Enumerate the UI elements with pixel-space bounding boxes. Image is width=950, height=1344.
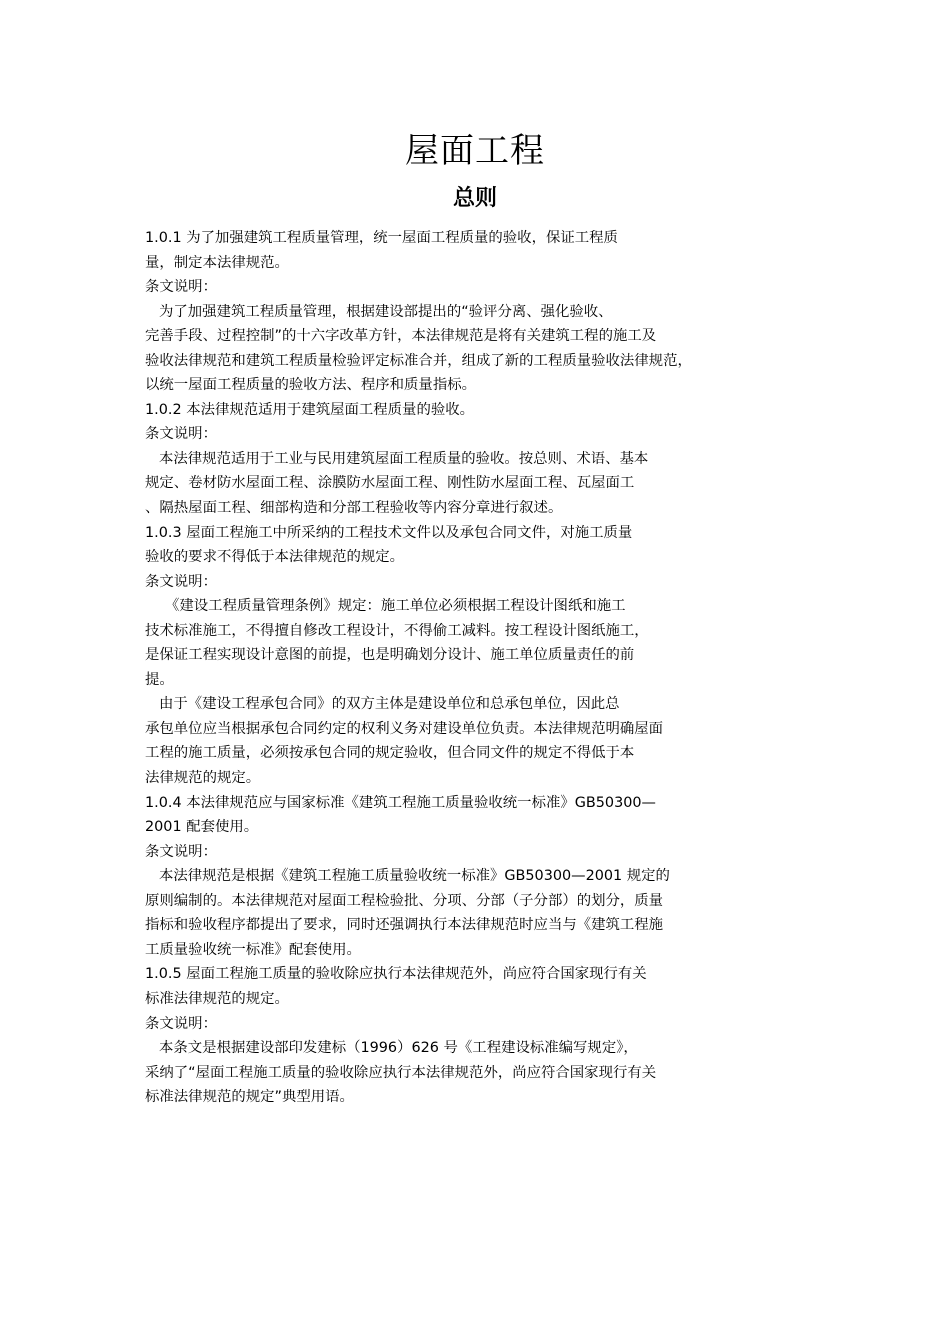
text-line: 指标和验收程序都提出了要求，同时还强调执行本法律规范时应当与《建筑工程施	[145, 917, 664, 934]
text-line: 1.0.3 屋面工程施工中所采纳的工程技术文件以及承包合同文件，对施工质量	[145, 524, 633, 541]
text-line: 标准法律规范的规定”典型用语。	[145, 1089, 354, 1106]
text-line: 条文说明：	[145, 843, 217, 860]
text-line: 完善手段、过程控制”的十六字改革方针，本法律规范是将有关建筑工程的施工及	[145, 328, 657, 345]
text-line: 本法律规范适用于工业与民用建筑屋面工程质量的验收。按总则、术语、基本	[159, 450, 649, 467]
text-line: 工程的施工质量，必须按承包合同的规定验收，但合同文件的规定不得低于本	[145, 745, 635, 762]
text-line: 验收的要求不得低于本法律规范的规定。	[145, 549, 405, 566]
text-line: 法律规范的规定。	[145, 770, 261, 787]
text-line: 1.0.4 本法律规范应与国家标准《建筑工程施工质量验收统一标准》GB50300—	[145, 794, 656, 811]
document-title: 屋面工程	[405, 131, 545, 171]
document-body	[145, 226, 805, 1110]
text-line: 是保证工程实现设计意图的前提，也是明确划分设计、施工单位质量责任的前	[145, 647, 635, 664]
text-line: 原则编制的。本法律规范对屋面工程检验批、分项、分部（子分部）的划分，质量	[145, 892, 664, 909]
text-line: 标准法律规范的规定。	[145, 990, 289, 1007]
section-heading: 总则	[452, 186, 497, 211]
text-line: 量，制定本法律规范。	[145, 254, 289, 271]
text-line: 、隔热屋面工程、细部构造和分部工程验收等内容分章进行叙述。	[145, 500, 563, 517]
text-line: 工质量验收统一标准》配套使用。	[145, 941, 361, 958]
text-line: 1.0.5 屋面工程施工质量的验收除应执行本法律规范外，尚应符合国家现行有关	[145, 966, 647, 983]
text-line: 1.0.1 为了加强建筑工程质量管理，统一屋面工程质量的验收，保证工程质	[145, 230, 618, 246]
text-line: 采纳了“屋面工程施工质量的验收除应执行本法律规范外，尚应符合国家现行有关	[145, 1064, 657, 1081]
text-line: 条文说明：	[145, 279, 217, 296]
text-line: 技术标准施工，不得擅自修改工程设计，不得偷工减料。按工程设计图纸施工，	[145, 622, 649, 639]
text-line: 1.0.2 本法律规范适用于建筑屋面工程质量的验收。	[145, 401, 475, 418]
text-line: 条文说明：	[145, 426, 217, 443]
text-line: 验收法律规范和建筑工程质量检验评定标准合并，组成了新的工程质量验收法律规范，	[145, 352, 692, 369]
text-line: 为了加强建筑工程质量管理，根据建设部提出的“验评分离、强化验收、	[159, 303, 613, 320]
text-line: 本法律规范是根据《建筑工程施工质量验收统一标准》GB50300—2001 规定的	[159, 868, 670, 885]
text-line: 条文说明：	[145, 573, 217, 590]
text-line: 条文说明：	[145, 1015, 217, 1032]
text-line: 由于《建设工程承包合同》的双方主体是建设单位和总承包单位，因此总	[159, 696, 620, 713]
text-line: 提。	[145, 671, 174, 688]
text-line: 以统一屋面工程质量的验收方法、程序和质量指标。	[145, 377, 476, 394]
text-line: 2001 配套使用。	[145, 819, 259, 836]
text-line: 《建设工程质量管理条例》规定：施工单位必须根据工程设计图纸和施工	[165, 598, 626, 615]
text-line: 本条文是根据建设部印发建标（1996）626 号《工程建设标准编写规定》，	[159, 1040, 638, 1057]
text-line: 承包单位应当根据承包合同约定的权利义务对建设单位负责。本法律规范明确屋面	[145, 720, 664, 737]
text-line: 规定、卷材防水屋面工程、涂膜防水屋面工程、刚性防水屋面工程、瓦屋面工	[145, 475, 635, 492]
